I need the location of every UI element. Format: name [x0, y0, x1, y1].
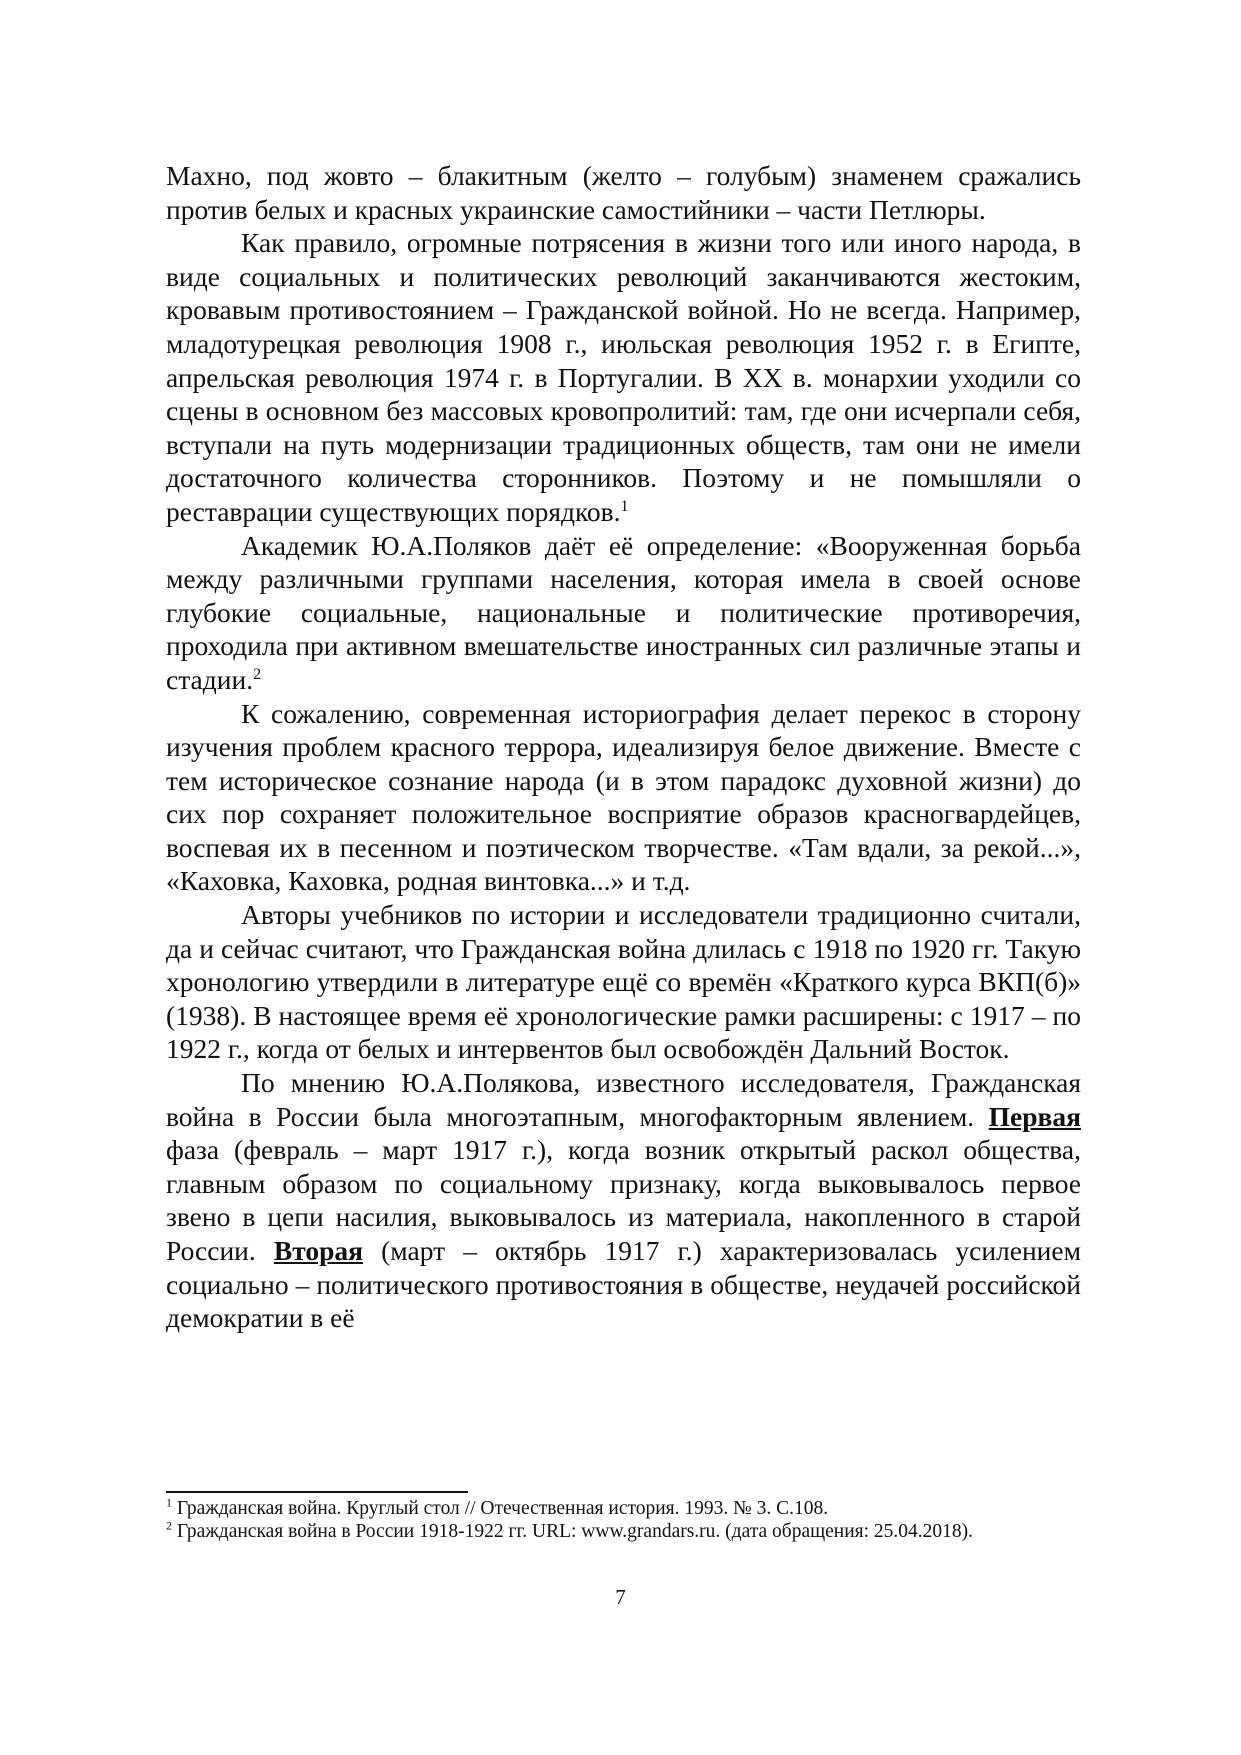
page-number: 7	[615, 1585, 626, 1609]
footnote-mark: 1	[166, 1495, 172, 1510]
main-text	[166, 159, 1081, 1335]
paragraph-3	[166, 529, 1081, 697]
footnote-1	[166, 1497, 1081, 1520]
paragraph-5	[166, 898, 1081, 1066]
footnotes	[166, 1497, 1081, 1543]
phase-second-label: Вторая	[273, 1235, 364, 1266]
paragraph-text: Как правило, огромные потрясения в жизни того или иного народа, в виде социальных и политических революций заканчиваются жестоким, кровавым противостоянием – Гражданской войной. Но не всегда. Например, младотурецкая революция 1908 г., июльская революция 1952 г. в Египте, апрельская революция 1974 г. в Португалии. В XX в. монархии уходили со сцены в основном без массовых кровопролитий: там, где они исчерпали себя, вступали на путь модернизации традиционных обществ, там они не имели достаточного количества сторонников. Поэтому и не помышляли о реставрации существующих порядков.	[166, 227, 1081, 527]
paragraph-text: фаза (февраль – март 1917 г.), когда возник открытый раскол общества, главным образом по социальному признаку, когда выковывалось первое звено в цепи насилия, выковывалось из материала, накопленного в старой России.	[166, 1134, 1081, 1266]
footnote-text: Гражданская война в России 1918-1922 гг. URL: www.grandars.ru. (дата обращения: 25.04.2018).	[172, 1521, 974, 1542]
footnote-ref-2[interactable]: 2	[253, 665, 262, 683]
paragraph-6	[166, 1066, 1081, 1335]
paragraph-1	[166, 159, 1081, 226]
paragraph-2	[166, 226, 1081, 528]
footnote-2	[166, 1520, 1081, 1543]
paragraph-text: (март – октябрь 1917 г.) характеризовалась усилением социально – политического противостояния в обществе, неудачей российской демократии в её	[166, 1235, 1082, 1334]
footnote-ref-1[interactable]: 1	[620, 497, 629, 515]
paragraph-4	[166, 697, 1081, 899]
paragraph-text: По мнению Ю.А.Полякова, известного исследователя, Гражданская война в России была многоэтапным, многофакторным явлением.	[166, 1067, 1081, 1132]
paragraph-text: Авторы учебников по истории и исследователи традиционно считали, да и сейчас считают, что Гражданская война длилась с 1918 по 1920 гг. Такую хронологию утвердили в литературе ещё со времён «Краткого курса ВКП(б)» (1938). В настоящее время её хронологические рамки расширены: с 1917 – по 1922 г., когда от белых и интервентов был освобождён Дальний Восток.	[166, 899, 1081, 1065]
footnote-divider	[166, 1491, 468, 1493]
paragraph-text: К сожалению, современная историография делает перекос в сторону изучения проблем красного террора, идеализируя белое движение. Вместе с тем историческое сознание народа (и в этом парадокс духовной жизни) до сих пор сохраняет положительное восприятие образов красногвардейцев, воспевая их в песенном и поэтическом творчестве. «Там вдали, за рекой...», «Каховка, Каховка, родная винтовка...» и т.д.	[166, 697, 1081, 897]
paragraph-text: Академик Ю.А.Поляков даёт её определение: «Вооруженная борьба между различными группами населения, которая имела в своей основе глубокие социальные, национальные и политические противоречия, проходила при активном вмешательстве иностранных сил различные этапы и стадии.	[166, 529, 1081, 695]
phase-first-label: Первая	[988, 1100, 1081, 1132]
footnote-text: Гражданская война. Круглый стол // Отечественная история. 1993. № 3. С.108.	[172, 1498, 829, 1519]
paragraph-text: Махно, под жовто – блакитным (желто – голубым) знаменем сражались против белых и красных украинские самостийники – части Петлюры.	[166, 160, 1081, 225]
footnote-mark: 2	[166, 1518, 172, 1533]
